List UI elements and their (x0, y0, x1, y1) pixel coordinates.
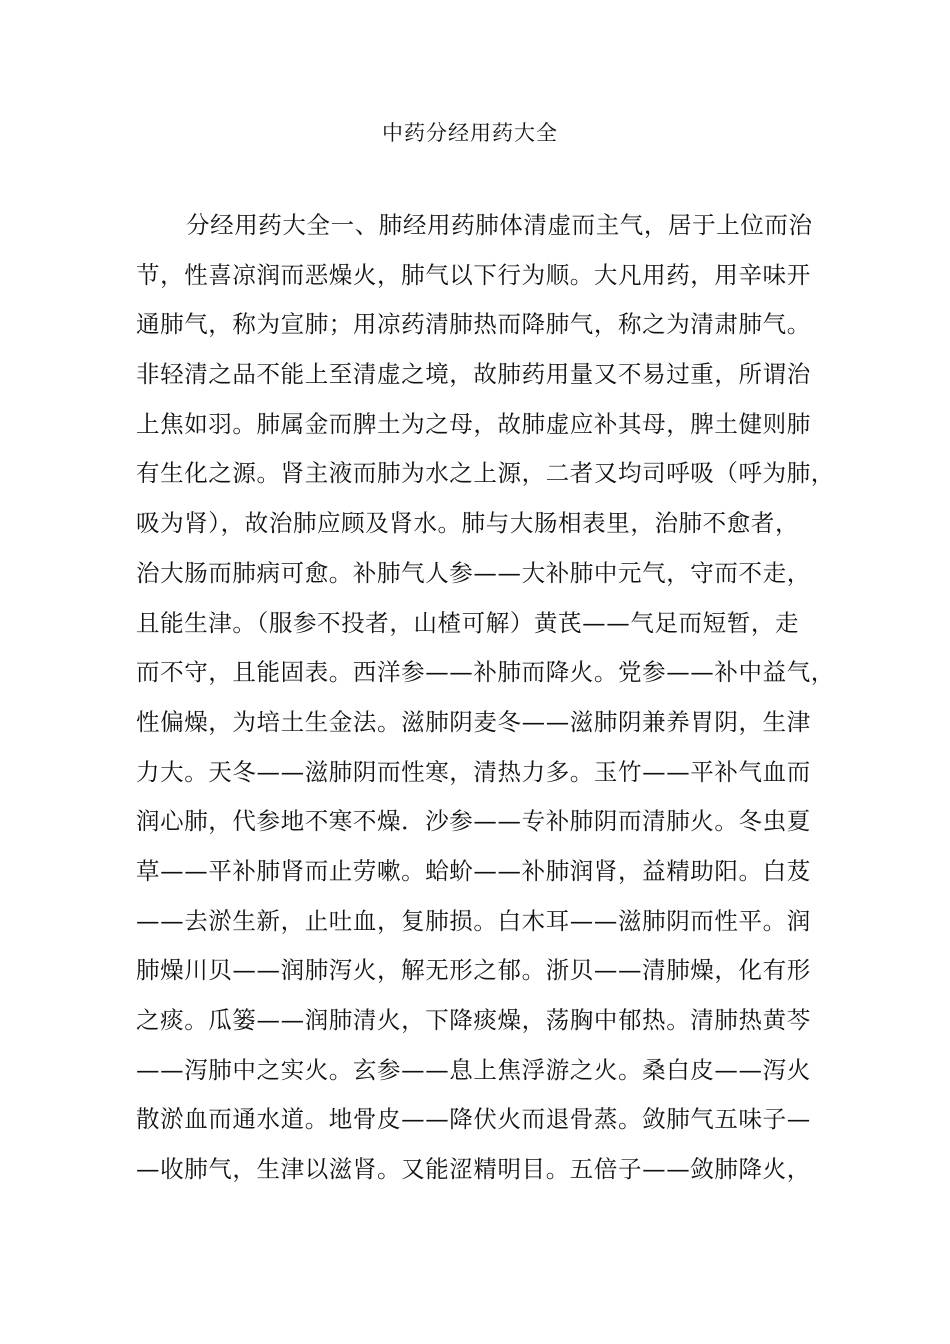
text-line: 散淤血而通水道。地骨皮——降伏火而退骨蒸。敛肺气五味子— (136, 1105, 811, 1134)
text-line: 性偏燥，为培土生金法。滋肺阴麦冬——滋肺阴兼养胃阴，生津 (136, 707, 811, 736)
text-line: 而不守，且能固表。西洋参——补肺而降火。党参——补中益气， (136, 658, 835, 687)
text-line: ——泻肺中之实火。玄参——息上焦浮游之火。桑白皮——泻火 (136, 1055, 811, 1084)
text-line: 草——平补肺肾而止劳嗽。蛤蚧——补肺润肾，益精助阳。白芨 (136, 856, 811, 885)
text-line: 通肺气，称为宣肺；用凉药清肺热而降肺气，称之为清肃肺气。 (136, 310, 811, 339)
text-line: 肺燥川贝——润肺泻火，解无形之郁。浙贝——清肺燥，化有形 (136, 956, 811, 985)
text-line: 且能生津。（服参不投者，山楂可解）黄芪——气足而短暂，走 (136, 608, 800, 637)
text-line: 有生化之源。肾主液而肺为水之上源，二者又均司呼吸（呼为肺， (136, 459, 835, 488)
text-line: 分经用药大全一、肺经用药肺体清虚而主气，居于上位而治 (186, 211, 813, 239)
text-line: 之痰。瓜篓——润肺清火，下降痰燥，荡胸中郁热。清肺热黄芩 (136, 1006, 811, 1034)
text-line: 节，性喜凉润而恶燥火，肺气以下行为顺。大凡用药，用辛味开 (136, 260, 811, 289)
document-body (136, 204, 835, 1198)
text-line: 力大。天冬——滋肺阴而性寒，清热力多。玉竹——平补气血而 (136, 757, 811, 786)
text-line: 吸为肾），故治肺应顾及肾水。肺与大肠相表里，治肺不愈者， (136, 509, 800, 538)
text-line: ——去淤生新，止吐血，复肺损。白木耳——滋肺阴而性平。润 (136, 906, 811, 935)
text-line: 上焦如羽。肺属金而脾土为之母，故肺虚应补其母，脾土健则肺 (136, 409, 811, 438)
text-line: 治大肠而肺病可愈。补肺气人参——大补肺中元气，守而不走， (136, 558, 811, 587)
text-line: —收肺气，生津以滋肾。又能涩精明目。五倍子——敛肺降火， (136, 1155, 811, 1184)
document-title: 中药分经用药大全 (382, 121, 558, 145)
text-line: 润心肺，代参地不寒不燥．沙参——专补肺阴而清肺火。冬虫夏 (136, 807, 811, 836)
text-line: 非轻清之品不能上至清虚之境，故肺药用量又不易过重，所谓治 (136, 360, 811, 389)
